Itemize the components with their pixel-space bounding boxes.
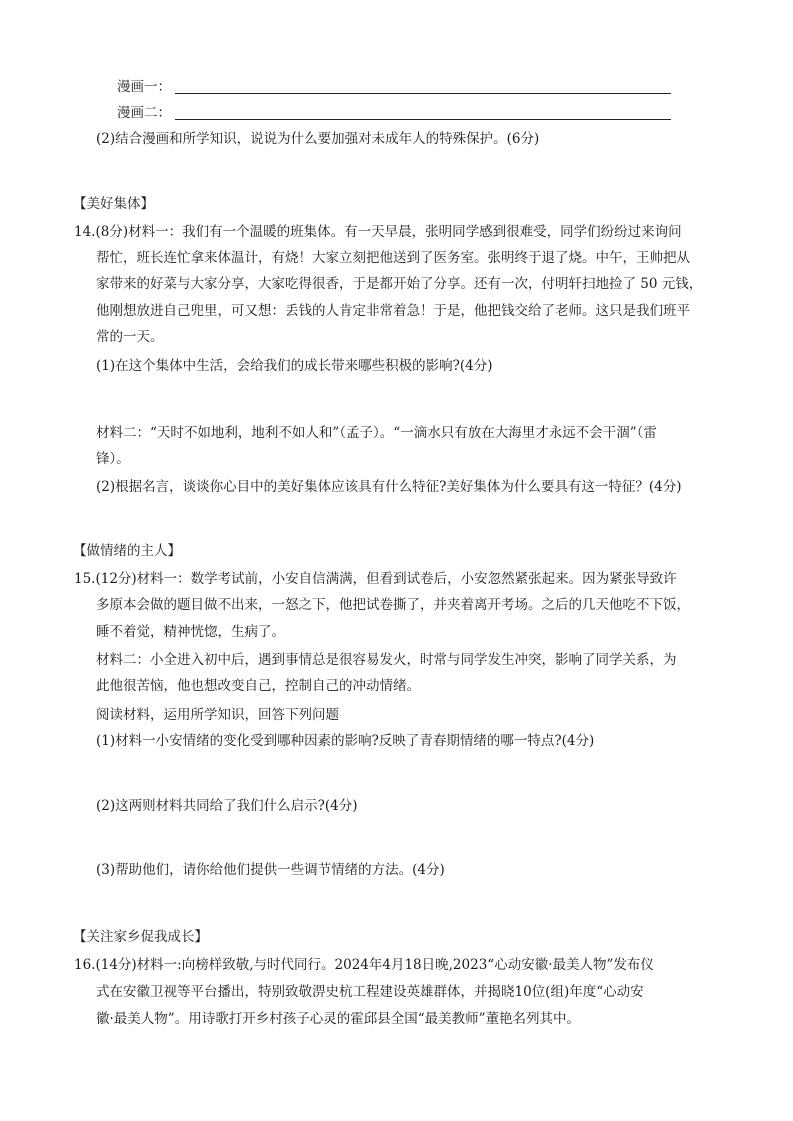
q14-material1-line1: 14.(8分)材料一：我们有一个温暖的班集体。有一天早晨，张明同学感到很难受，同学们纷纷过来询问 [74,224,682,240]
q14-sub2: (2)根据名言，谈谈你心目中的美好集体应该具有什么特征?美好集体为什么要具有这一特征？(4分) [96,479,682,495]
q14-sub1: (1)在这个集体中生活，会给我们的成长带来哪些积极的影响?(4分) [96,358,493,374]
q15-material1-line3: 睡不着觉，精神恍惚，生病了。 [96,624,285,640]
q15-sub3: (3)帮助他们，请你给他们提供一些调节情绪的方法。(4分) [96,862,445,878]
q14-material1-line3: 家带来的好菜与大家分享，大家吃得很香，于是都开始了分享。还有一次，付明轩扫地捡了 50 元钱， [96,276,703,292]
comic1-label: 漫画一： [117,79,171,95]
q15-material1-line2: 多原本会做的题目做不出来，一怒之下，他把试卷撕了，并夹着离开考场。之后的几天他吃不下饭， [96,597,690,613]
section-title-good-collective: 【美好集体】 [73,196,154,212]
q14-material2-line1: 材料二：“天时不如地利，地利不如人和”（孟子）。“一滴水只有放在大海里才永远不会干涸”（雷 [96,425,657,441]
q14-material1-line5: 常的一天。 [96,329,164,345]
q13-sub2: (2)结合漫画和所学知识，说说为什么要加强对未成年人的特殊保护。(6分) [96,131,540,147]
q14-material1-line2: 帮忙，班长连忙拿来体温计，有烧！大家立刻把他送到了医务室。张明终于退了烧。中午，王帅把从 [96,250,690,266]
q15-material2-line1: 材料二：小全进入初中后，遇到事情总是很容易发火，时常与同学发生冲突，影响了同学关系，为 [96,652,677,668]
q15-material2-line2: 此他很苦恼，他也想改变自己，控制自己的冲动情绪。 [96,678,420,694]
q14-material1-line4: 他刚想放进自己兜里，可又想：丢钱的人肯定非常着急！于是，他把钱交给了老师。这只是我们班平 [96,303,690,319]
q16-material1-line3: 徽·最美人物”。用诗歌打开乡村孩子心灵的霍邱县全国“最美教师”董艳名列其中。 [96,1011,580,1027]
q15-instruction: 阅读材料，运用所学知识，回答下列问题 [96,707,339,723]
comic2-answer-line[interactable] [175,119,671,120]
q15-sub1: (1)材料一小安情绪的变化受到哪种因素的影响?反映了青春期情绪的哪一特点?(4分) [96,733,595,749]
section-title-hometown: 【关注家乡促我成长】 [73,929,208,945]
comic2-label: 漫画二： [117,105,171,121]
q14-material2-line2: 锋）。 [96,451,130,467]
q16-material1-line2: 式在安徽卫视等平台播出，特别致敬淠史杭工程建设英雄群体，并揭晓10位(组)年度“心动安 [96,984,644,1000]
section-title-emotion-master: 【做情绪的主人】 [73,543,181,559]
comic1-answer-line[interactable] [175,93,671,94]
q15-sub2: (2)这两则材料共同给了我们什么启示?(4分) [96,798,358,814]
q16-material1-line1: 16.(14分)材料一:向榜样致敬,与时代同行。2024年4月18日晚,2023“心动安徽·最美人物”发布仪 [74,957,654,973]
q15-material1-line1: 15.(12分)材料一：数学考试前，小安自信满满，但看到试卷后，小安忽然紧张起来。因为紧张导致许 [74,571,677,587]
